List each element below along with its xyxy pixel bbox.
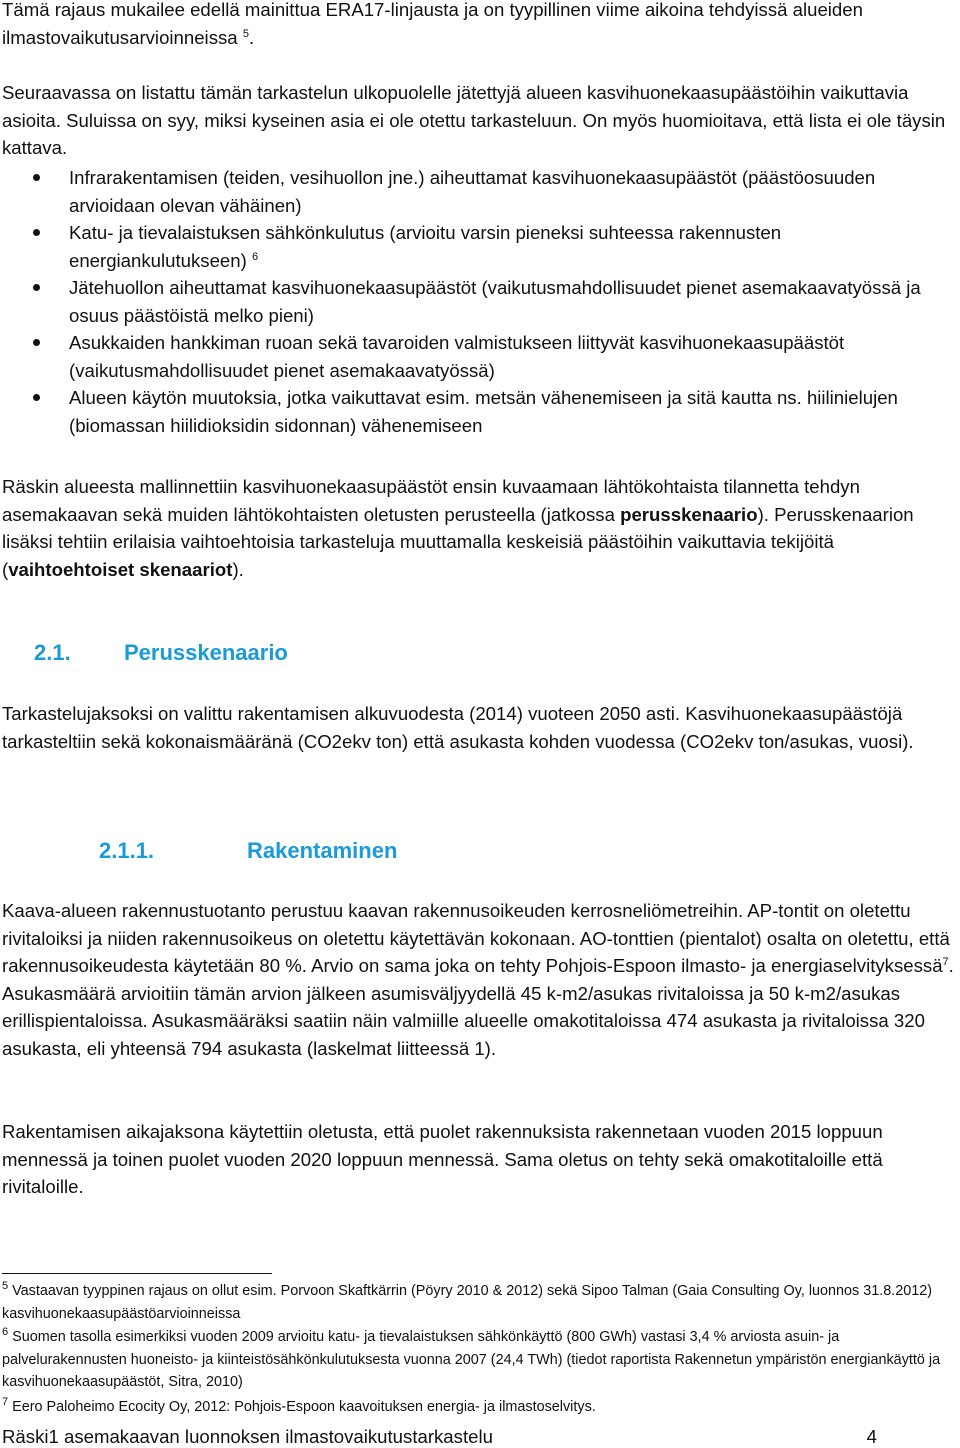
footnote-ref-5[interactable]: 5: [242, 27, 249, 40]
page-number: 4: [866, 1426, 877, 1447]
intro-text: Tämä rajaus mukailee edellä mainittua ERA17-linjausta ja on tyypillinen viime aikoina tehdyissä alueiden ilmastovaikutusarvioinneissa: [2, 0, 863, 48]
excluded-items-list: [0, 164, 955, 439]
list-item: Infrarakentamisen (teiden, vesihuollon jne.) aiheuttamat kasvihuonekaasupäästöt (päästöosuuden arvioidaan olevan vähäinen): [0, 164, 955, 219]
list-item: Jätehuollon aiheuttamat kasvihuonekaasupäästöt (vaikutusmahdollisuudet pienet asemakaavatyössä ja osuus päästöistä melko pieni): [0, 274, 955, 329]
section-title: Perusskenaario: [124, 640, 288, 665]
footnote-7: $^7$ Eero Paloheimo Ecocity Oy, 2012: Pohjois-Espoon kaavoituksen energia- ja ilmastoselvitys.: [2, 1396, 596, 1415]
section-number: 2.1.: [34, 640, 71, 665]
page-footer: [2, 1426, 877, 1448]
section-2-1-1-body: Kaava-alueen rakennustuotanto perustuu kaavan rakennusoikeuden kerrosneliömetreihin. AP-tontit on oletettu rivitaloiksi ja niiden rakennusoikeus on oletettu käytettävän kokonaan. AO-tonttien (pientalot) osalta on oletettu, että rakennusoikeudesta käytetään 80 %. Arvio on sama joka on tehty Pohjois-Espoon ilmasto- ja energiaselvityksessä$^7$. Asukasmäärä arvioitiin tämän arvion jälkeen asumisväljyydellä 45 k-m2/asukas rivitaloissa ja 50 k-m2/asukas erillispientaloissa. Asukasmääräksi saatiin näin valmiille alueelle omakotitaloissa 474 asukasta ja rivitaloissa 320 asukasta, eli yhteensä 794 asukasta (laskelmat liitteessä 1).: [2, 900, 954, 1059]
section-number: 2.1.1.: [99, 838, 155, 863]
bullet-icon: [33, 339, 40, 346]
list-item: Alueen käytön muutoksia, jotka vaikuttavat esim. metsän vähenemiseen ja sitä kautta ns. hiilinielujen (biomassan hiilidioksidin sidonnan) vähenemiseen: [0, 384, 955, 439]
bullet-icon: [33, 229, 40, 236]
footnote-5: $^5$ Vastaavan tyyppinen rajaus on ollut esim. Porvoon Skaftkärrin (Pöyry 2010 & 2012) sekä Sipoo Talman (Gaia Consulting Oy, luonnos 31.8.2012) kasvihuonekaasupäästöarvioinneissa: [2, 1280, 933, 1322]
section-heading-2-1: [34, 640, 288, 666]
bullet-icon: [33, 284, 40, 291]
footnote-ref-7[interactable]: 7: [942, 955, 949, 968]
scenarios-paragraph: Räskin alueesta mallinnettiin kasvihuonekaasupäästöt ensin kuvaamaan lähtökohtaista tilannetta tehdyn asemakaavan sekä muiden lähtökohtaisten oletusten perusteella (jatkossa perusskenaario). Perusskenaarion lisäksi tehtiin erilaisia vaihtoehtoisia tarkasteluja muuttamalla keskeisiä päästöihin vaikuttavia tekijöitä (vaihtoehtoiset skenaariot).: [2, 476, 914, 580]
section-heading-2-1-1: [99, 838, 397, 864]
footnote-6: $^6$ Suomen tasolla esimerkiksi vuoden 2009 arvioitu katu- ja tievalaistuksen sähkönkäyttö (800 GWh) vastasi 3,4 % arviosta asuin- ja palvelurakennusten huoneisto- ja kiinteistösähkönkulutuksesta vuonna 2007 (24,4 TWh) (tiedot raportista Rakennetun ympäristön energiankäyttö ja kasvihuonekaasupäästöt, Sitra, 2010): [2, 1326, 941, 1390]
footnote-separator: [2, 1273, 272, 1274]
section-2-1-body: Tarkastelujaksoksi on valittu rakentamisen alkuvuodesta (2014) vuoteen 2050 asti. Kasvihuonekaasupäästöjä tarkasteltiin sekä kokonaismääränä (CO2ekv ton) että asukasta kohden vuodessa (CO2ekv ton/asukas, vuosi).: [2, 703, 914, 752]
list-item: Asukkaiden hankkiman ruoan sekä tavaroiden valmistukseen liittyvät kasvihuonekaasupäästöt (vaikutusmahdollisuudet pienet asemakaavatyössä): [0, 329, 955, 384]
list-item: Katu- ja tievalaistuksen sähkönkulutus (arvioitu varsin pieneksi suhteessa rakennusten energiankulutukseen) $^6$: [0, 219, 955, 274]
section-2-1-1-body-2: Rakentamisen aikajaksona käytettiin oletusta, että puolet rakennuksista rakennetaan vuoden 2015 loppuun mennessä ja toinen puolet vuoden 2020 loppuun mennessä. Sama oletus on tehty sekä omakotitaloille että rivitaloille.: [2, 1121, 883, 1197]
section-title: Rakentaminen: [247, 838, 398, 863]
bullet-icon: [33, 174, 40, 181]
term-vaihtoehtoiset-skenaariot: vaihtoehtoiset skenaariot: [8, 558, 233, 580]
footer-title: Räski1 asemakaavan luonnoksen ilmastovaikutustarkastelu: [2, 1426, 493, 1447]
footnote-ref-6[interactable]: 6: [251, 250, 259, 263]
intro-paragraph: Tämä rajaus mukailee edellä mainittua ERA17-linjausta ja on tyypillinen viime aikoina tehdyissä alueiden ilmastovaikutusarvioinneissa $^5$.: [2, 0, 863, 48]
bullet-icon: [33, 394, 40, 401]
term-perusskenaario: perusskenaario: [620, 503, 758, 525]
excluded-intro-paragraph: Seuraavassa on listattu tämän tarkastelun ulkopuolelle jätettyjä alueen kasvihuonekaasupäästöihin vaikuttavia asioita. Suluissa on syy, miksi kyseinen asia ei ole otettu tarkasteluun. On myös huomioitava, että lista ei ole täysin kattava.: [2, 82, 946, 158]
